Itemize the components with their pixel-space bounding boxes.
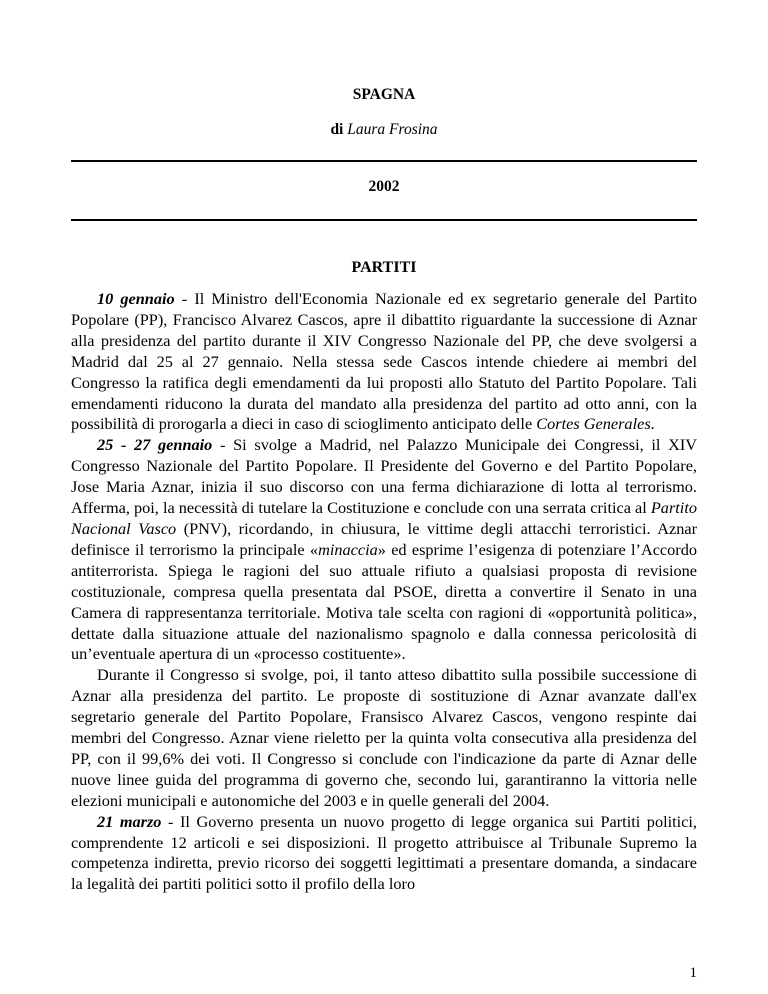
paragraph-text: » ed esprime l’esigenza di potenziare l’Accordo antiterrorista. Spiega le ragioni del suo attuale rifiuto a qualsiasi proposta di revisione costituzionale, compresa quella presentata dal PSOE, diretta a convertire il Senato in una Camera di rappresentanza territoriale. Motiva tale scelta con ragioni di «opportunità politica», dettate dalla situazione attuale del nazionalismo spagnolo e dalla connessa pericolosità di un’eventuale apertura di un «processo costituente». [71, 539, 698, 664]
entry-date: 25 - 27 gennaio [97, 435, 213, 455]
italic-term: Partito Nacional Vasco [71, 498, 697, 538]
date-separator: - [212, 435, 234, 455]
bottom-divider [71, 219, 697, 221]
italic-term: minaccia [318, 539, 378, 559]
paragraph [71, 289, 697, 435]
body-text [71, 289, 697, 895]
paragraph-text: Durante il Congresso si svolge, poi, il tanto atteso dibattito sulla possibile successione di Aznar alla presidenza del partito. Le proposte di sostituzione di Aznar avanzate dall'ex segretario generale del Partito Popolare, Fransisco Alvarez Cascos, vengono respinte dai membri del Congresso. Aznar viene rieletto per la quinta volta consecutiva alla presidenza del PP, con il 99,6% dei voti. Il Congresso si conclude con l'indicazione da parte di Aznar delle nuove linee guida del programma di governo che, secondo lui, garantiranno la vittoria nelle elezioni municipali e autonomiche del 2003 e in quelle generali del 2004. [71, 665, 697, 810]
paragraph-text: (PNV), ricordando, in chiusura, le vittime degli attacchi terroristici. Aznar definisce il terrorismo la principale « [71, 518, 697, 559]
entry-date: 21 marzo [97, 811, 162, 831]
date-separator: - [174, 289, 195, 308]
paragraph-text: Si svolge a Madrid, nel Palazzo Municipale dei Congressi, il XIV Congresso Nazionale del Partito Popolare. Il Presidente del Governo e del Partito Popolare, Jose Maria Aznar, inizia il suo discorso con una ferma dichiarazione di lotta al terrorismo. Afferma, poi, la necessità di tutelare la Costituzione e conclude con una serrata critica al [71, 435, 698, 518]
paragraph-text: Il Governo presenta un nuovo progetto di legge organica sui Partiti politici, comprendente 12 articoli e sei disposizioni. Il progetto attribuisce al Tribunale Supremo la competenza indiretta, previo ricorso dei soggetti legittimati a presentare domanda, a sindacare la legalità dei partiti politici sotto il profilo della loro [71, 811, 697, 894]
date-separator: - [161, 811, 180, 831]
paragraph-text: . [650, 414, 655, 434]
author-name: Laura Frosina [347, 121, 438, 138]
document-title: SPAGNA [352, 86, 416, 103]
italic-term: Cortes Generales [536, 414, 651, 434]
author-line [71, 121, 697, 139]
paragraph [71, 435, 697, 665]
paragraph-text: Il Ministro dell'Economia Nazionale ed ex segretario generale del Partito Popolare (PP), Francisco Alvarez Cascos, apre il dibattito riguardante la successione di Aznar alla presidenza del partito durante il XIV Congresso Nazionale del PP, che deve svolgersi a Madrid dal 25 al 27 gennaio. Nella stessa sede Cascos intende chiedere ai membri del Congresso la ratifica degli emendamenti da lui proposti allo Statuto del Partito Popolare. Tali emendamenti riducono la durata del mandato alla presidenza del partito ad otto anni, con la possibilità di prorogarla a dieci in caso di scioglimento anticipato delle [71, 289, 697, 434]
paragraph [71, 812, 697, 896]
page-number: 1 [689, 965, 697, 981]
section-heading: PARTITI [351, 259, 417, 276]
author-prefix: di [330, 121, 344, 138]
paragraph [71, 665, 697, 811]
year-heading: 2002 [368, 178, 400, 195]
top-divider [71, 160, 697, 162]
entry-date: 10 gennaio [97, 289, 175, 308]
